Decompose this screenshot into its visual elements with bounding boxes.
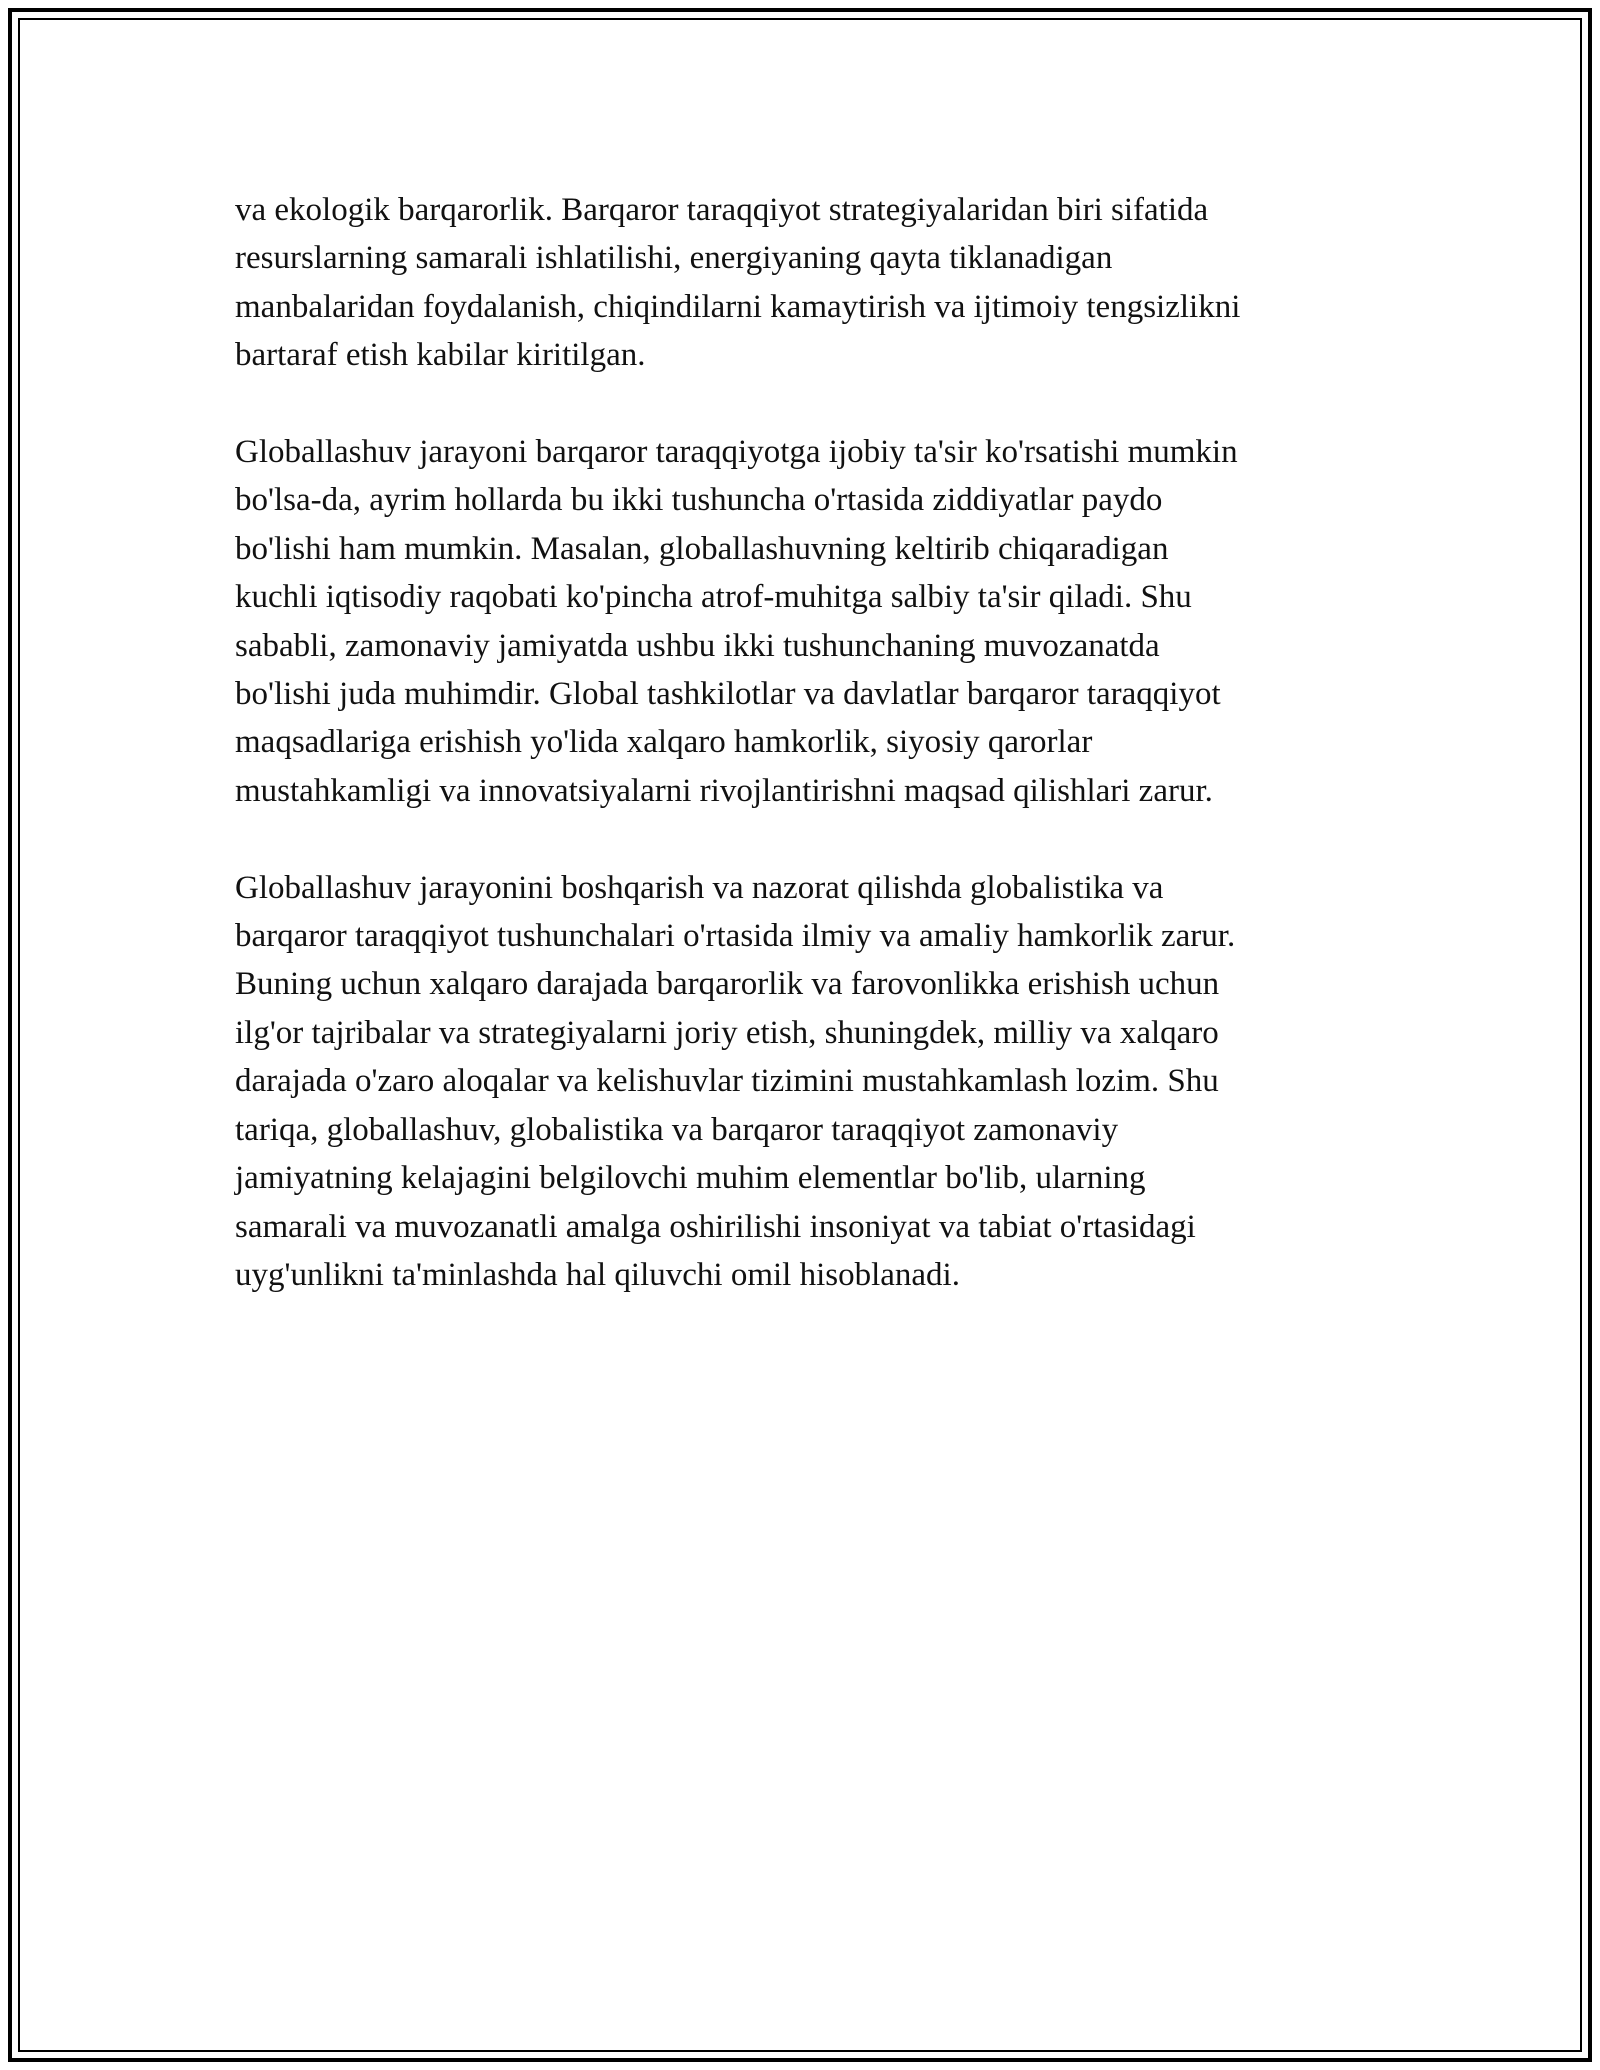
paragraph-3: [235, 864, 1385, 1300]
text-line: mustahkamligi va innovatsiyalarni rivojlantirishni maqsad qilishlari zarur.: [235, 772, 1213, 809]
text-line: tariqa, globallashuv, globalistika va barqaror taraqqiyot zamonaviy: [235, 1111, 1119, 1148]
text-line: jamiyatning kelajagini belgilovchi muhim elementlar bo'lib, ularning: [235, 1160, 1146, 1197]
text-line: bo'lishi juda muhimdir. Global tashkilotlar va davlatlar barqaror taraqqiyot: [235, 676, 1221, 713]
text-line: bo'lishi ham mumkin. Masalan, globallashuvning keltirib chiqaradigan: [235, 530, 1169, 567]
paragraph-1: [235, 186, 1385, 380]
text-line: Buning uchun xalqaro darajada barqarorlik va farovonlikka erishish uchun: [235, 966, 1220, 1003]
text-line: samarali va muvozanatli amalga oshirilishi insoniyat va tabiat o'rtasidagi: [235, 1208, 1196, 1245]
text-line: maqsadlariga erishish yo'lida xalqaro hamkorlik, siyosiy qarorlar: [235, 724, 1093, 761]
text-line: manbalaridan foydalanish, chiqindilarni kamaytirish va ijtimoiy tengsizlikni: [235, 288, 1241, 325]
text-line: kuchli iqtisodiy raqobati ko'pincha atrof-muhitga salbiy ta'sir qiladi. Shu: [235, 579, 1192, 616]
text-line: sababli, zamonaviy jamiyatda ushbu ikki tushunchaning muvozanatda: [235, 627, 1160, 664]
text-line: Globallashuv jarayoni barqaror taraqqiyotga ijobiy ta'sir ko'rsatishi mumkin: [235, 434, 1238, 471]
text-line: resurslarning samarali ishlatilishi, energiyaning qayta tiklanadigan: [235, 240, 1113, 277]
text-line: darajada o'zaro aloqalar va kelishuvlar tizimini mustahkamlash lozim. Shu: [235, 1063, 1219, 1100]
text-line: bo'lsa-da, ayrim hollarda bu ikki tushuncha o'rtasida ziddiyatlar paydo: [235, 482, 1163, 519]
paragraph-2: [235, 428, 1385, 815]
text-line: Globallashuv jarayonini boshqarish va nazorat qilishda globalistika va: [235, 869, 1164, 906]
text-line: ilg'or tajribalar va strategiyalarni joriy etish, shuningdek, milliy va xalqaro: [235, 1014, 1219, 1051]
text-line: va ekologik barqarorlik. Barqaror taraqqiyot strategiyalaridan biri sifatida: [235, 192, 1209, 228]
text-line: bartaraf etish kabilar kiritilgan.: [235, 337, 646, 374]
text-line: barqaror taraqqiyot tushunchalari o'rtasida ilmiy va amaliy hamkorlik zarur.: [235, 918, 1236, 955]
text-line: uyg'unlikni ta'minlashda hal qiluvchi omil hisoblanadi.: [235, 1256, 960, 1293]
document-body: [235, 186, 1385, 1348]
